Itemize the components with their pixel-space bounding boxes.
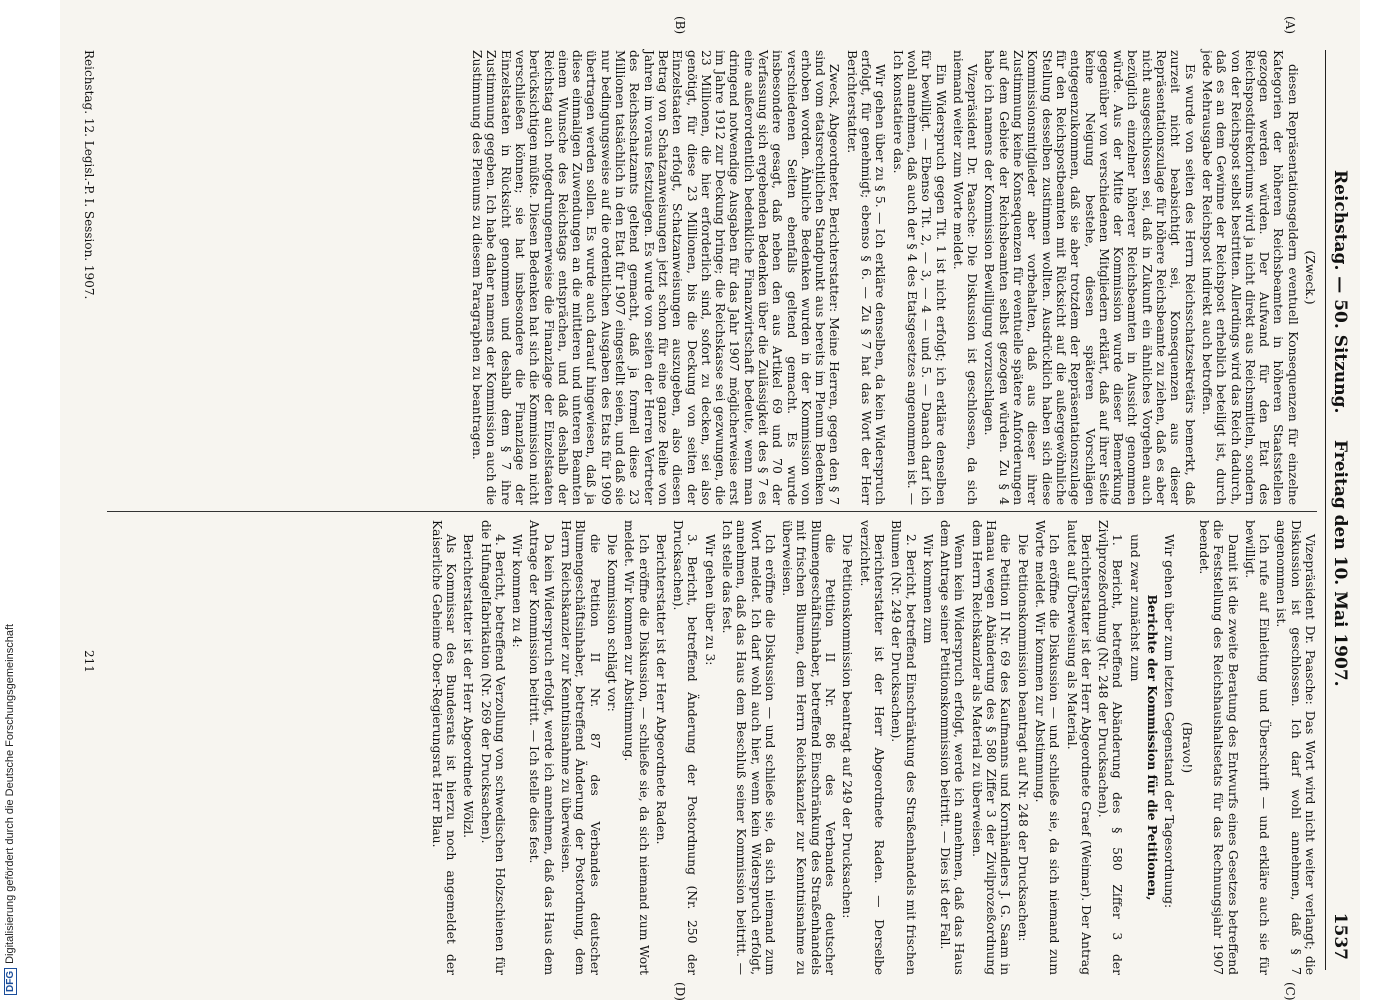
paragraph: die Petition II Nr. 69 des Kaufmanns und Kornhändlers J. G. Saam in Hanau wegen Abänderung des § 580 Ziffer 3 der Zivilprozeßordnung dem Herrn Reichskanzler als Material zu überweisen. bbox=[969, 520, 1013, 975]
page-number: 1537 bbox=[1330, 912, 1350, 960]
text-columns bbox=[107, 16, 1317, 1001]
margin-mark-c: (C) bbox=[1283, 982, 1297, 1001]
paragraph: und zwar zunächst zum bbox=[1127, 534, 1142, 682]
paragraph: die Petition II Nr. 86 des Verbandes deutscher Blumengeschäftsinhaber, betreffend Einschränkung des Straßenhandels mit frischen Blumen, dem Herrn Reichskanzler zur Kenntnisnahme zu überweisen. bbox=[780, 520, 838, 975]
paragraph: Vizepräsident Dr. Paasche: Das Wort wird nicht weiter verlangt; die Diskussion ist geschlossen. Ich darf wohl annehmen, daß § 7 angenommen ist. bbox=[1274, 520, 1317, 975]
scanned-page bbox=[60, 0, 1360, 1000]
paragraph: 2. Bericht, betreffend Einschränkung des Straßenhandels mit frischen Blumen (Nr. 249 der Drucksachen). bbox=[889, 520, 918, 975]
paragraph: Berichterstatter ist der Herr Abgeordnete Graef (Weimar). Der Antrag lautet auf Überweisung als Material. bbox=[1064, 520, 1093, 975]
paragraph: Wir kommen zu 4: bbox=[510, 534, 525, 648]
paragraph: Es wurde von seiten des Herrn Reichsschatzsekretärs bemerkt, daß zurzeit nicht beabsichtigt sei, Konsequenzen aus dieser Repräsentationszulage für höhere Reichsbeamte zu ziehen, daß es aber nicht ausgeschlossen sei, daß in Zukunft ein ähnliches Vorgehen auch bezüglich einzelner höherer Reichsbeamten in Aussicht genommen würde. Aus der Mitte der Kommission wurde dieser Bemerkung gegenüber von verschiedenen Mitgliedern erklärt, daß auf ihrer Seite keine Neigung bestehe, diesen späteren Vorschlägen entgegenzukommen, daß sie aber trotzdem der Repräsentationszulage für den Reichspostbeamten mit Rücksicht auf die außergewöhnliche Stellung desselben zustimmen wollten. Ausdrücklich haben sich diese Kommissionsmitglieder aber vorbehalten, daß aus dieser ihrer Zustimmung keine Konsequenzen für eventuelle spätere Anforderungen auf dem Gebiete der Reichsbeamten selbst gezogen würden. Zu § 4 habe ich namens der Kommission Bewilligung vorzuschlagen. bbox=[982, 50, 1197, 505]
funding-credit bbox=[4, 624, 17, 995]
paragraph: Ein Widerspruch gegen Tit. 1 ist nicht erfolgt; ich erkläre denselben für bewilligt. — Ebenso Tit. 2, — 3, — 4 — und 5. — Danach darf ich wohl annehmen, daß auch der § 4 des Etatsgesetzes angenommen ist. — Ich konstatiere das. bbox=[890, 50, 948, 505]
header-left: Reichstag. — 50. Sitzung. bbox=[1330, 170, 1350, 414]
paragraph: 1. Bericht, betreffend Abänderung des § 580 Ziffer 3 der Zivilprozeßordnung (Nr. 248 der Drucksachen). bbox=[1096, 520, 1125, 975]
right-column bbox=[426, 520, 1317, 975]
paragraph: Wir kommen zum bbox=[920, 534, 935, 644]
paragraph: Die Petitionskommission beantragt auf 249 der Drucksachen: bbox=[840, 534, 855, 919]
paragraph: Die Kommission schlägt vor: bbox=[604, 534, 619, 712]
page-header bbox=[1325, 50, 1352, 970]
paragraph: (Bravo!) bbox=[1179, 721, 1194, 774]
paragraph: Wenn kein Widerspruch erfolgt, werde ich annehmen, daß das Haus dem Antrage seiner Petitionskommission beitritt. — Dies ist der Fall. bbox=[938, 520, 967, 975]
paragraph: Ich rufe auf Einleitung und Überschrift — und erkläre auch sie für bewilligt. bbox=[1242, 520, 1272, 975]
paragraph: 3. Bericht, betreffend Änderung der Postordnung (Nr. 250 der Drucksachen). bbox=[671, 520, 700, 975]
footer-page-number: 211 bbox=[82, 650, 96, 673]
paragraph: Ich eröffne die Diskussion, — schließe sie, da sich niemand zum Wort meldet. Wir kommen zur Abstimmung. bbox=[622, 520, 651, 975]
paragraph: Die Petitionskommission beantragt auf Nr. 248 der Drucksachen: bbox=[1015, 534, 1030, 942]
paragraph: die Petition II Nr. 87 des Verbandes deutscher Blumengeschäftsinhaber, betreffend Änderung der Postordnung, dem Herrn Reichskanzler zur Kenntnisnahme zu überweisen. bbox=[559, 520, 602, 975]
credit-text: Digitalisierung gefördert durch die Deutsche Forschungsgemeinschaft bbox=[4, 623, 16, 964]
paragraph: Berichterstatter ist der Herr Abgeordnete Raden. bbox=[653, 534, 668, 845]
page-footer bbox=[80, 50, 96, 970]
paragraph: Ich eröffne die Diskussion — und schließe sie, da sich niemand zum Worte meldet. Wir kommen zur Abstimmung. bbox=[1032, 520, 1062, 975]
paragraph: Berichterstatter ist der Herr Abgeordnete Raden. — Derselbe verzichtet. bbox=[857, 520, 886, 975]
footer-session: Reichstag. 12. Legisl.-P. I. Session. 1907. bbox=[82, 50, 96, 300]
paragraph: 4. Bericht, betreffend Verzollung von schwedischen Holzschienen für die Hufnagelfabrikation (Nr. 269 der Drucksachen). bbox=[478, 520, 507, 975]
margin-mark-d: (D) bbox=[673, 982, 687, 1001]
paragraph: Vizepräsident Dr. Paasche: Die Diskussion ist geschlossen, da sich niemand weiter zum Worte meldet. bbox=[950, 50, 980, 505]
paragraph: Zweck, Abgeordneter, Berichterstatter: Meine Herren, gegen den § 7 sind vom etatsrechtlichen Standpunkt aus bereits im Plenum Bedenken erhoben worden. Ähnliche Bedenken wurden in der Kommission von verschiedenen Seiten ebenfalls geltend gemacht. Es wurde insbesondere gesagt, daß neben den aus Artikel 69 und 70 der Verfassung sich ergebenden Bedenken über die Zulässigkeit des § 7 es eine außerordentlich bedenkliche Finanzwirtschaft bedeute, wenn man dringend notwendige Ausgaben für das Jahr 1907 möglicherweise erst im Jahre 1912 zur Deckung bringe; die Reichskasse sei gezwungen, die 23 Millionen, die hier erforderlich sind, sofort zu decken, sei also genötigt, für diese 23 Millionen, bis die Deckung von seiten der Einzelstaaten erfolgt, Schatzanweisungen auszugeben, also diesen Betrag von Schatzanweisungen jetzt schon für eine ganze Reihe von Jahren im voraus festzulegen. Es wurde von seiten der Herren Vertreter des Reichsschatzamts geltend gemacht, daß ja formell diese 23 Millionen tatsächlich in den Etat für 1907 eingestellt seien, und daß sie nur bedingungsweise auf die ordentlichen Ausgaben des Etats für 1909 übertragen werden sollen. Es wurde auch darauf hingewiesen, daß ja diese einmaligen Zuwendungen an die mittleren und unteren Beamten einem Wunsche des Reichstags entsprächen, und daß deshalb der Reichstag auch notgedrungenerweise die Finanzlage der Einzelstaaten berücksichtigen müßte. Diesen Bedenken hat sich die Kommission nicht verschließen können; sie hat insbesondere die Finanzlage der Einzelstaaten in Rücksicht genommen und deshalb dem § 7 ihre Zustimmung gegeben. Ich habe daher namens der Kommission auch die Zustimmung des Plenums zu diesem Paragraphen zu beantragen. bbox=[470, 50, 842, 505]
paragraph: Ich eröffne die Diskussion — und schließe sie, da sich niemand zum Wort meldet. Ich darf wohl auch hier, wenn kein Widerspruch erfolgt, annehmen, daß das Haus dem Beschluß seiner Kommission beitritt. — Ich stelle das fest. bbox=[720, 520, 777, 975]
section-heading: Berichte der Kommission für die Petitionen, bbox=[1145, 594, 1161, 901]
margin-mark-a: (A) bbox=[1283, 16, 1297, 35]
paragraph: Wir gehen über zu § 5. — Ich erkläre denselben, da kein Widerspruch erfolgt, für genehmigt; ebenso § 6. — Zu § 7 hat das Wort der Herr Berichterstatter. bbox=[844, 50, 888, 505]
dfg-logo-icon: DFG bbox=[4, 968, 17, 995]
paragraph: diesen Repräsentationsgeldern eventuell Konsequenzen für einzelne Kategorien der höheren Reichsbeamten in höheren Staatsstellen gezogen werden würden. Der Aufwand für den Etat des Reichspostdirektoriums wird ja nicht direkt aus Reichsmitteln, sondern von der Reichspost selbst bestritten. Allerdings wird das Reich dadurch, daß es an dem Gewinne der Reichspost erheblich beteiligt ist, durch jede Mehrausgabe der Reichspost indirekt auch betroffen. bbox=[1199, 50, 1300, 505]
header-date: Freitag den 10. Mai 1907. bbox=[1330, 440, 1350, 687]
column-divider bbox=[107, 511, 1317, 512]
paragraph: Da kein Widerspruch erfolgt, werde ich annehmen, daß das Haus dem Antrage der Kommission beitritt. — Ich stelle dies fest. bbox=[527, 520, 556, 975]
paragraph: Wir gehen über zu 3: bbox=[702, 534, 717, 666]
paragraph: Berichterstatter ist der Herr Abgeordnete Wölzl. bbox=[461, 534, 476, 839]
paragraph: Als Kommissar des Bundesrats ist hierzu noch angemeldet der Kaiserliche Geheime Ober-Regierungsrat Herr Blau. bbox=[429, 520, 458, 975]
margin-mark-b: (B) bbox=[673, 16, 687, 35]
paragraph: Damit ist die zweite Beratung des Entwurfs eines Gesetzes betreffend die Feststellung des Reichshaushaltsetats für das Rechnungsjahr 1907 beendet. bbox=[1196, 520, 1240, 975]
paragraph: Wir gehen über zum letzten Gegenstand der Tagesordnung: bbox=[1162, 534, 1177, 909]
paragraph: (Zweck.) bbox=[1303, 250, 1317, 305]
left-column bbox=[467, 50, 1317, 505]
